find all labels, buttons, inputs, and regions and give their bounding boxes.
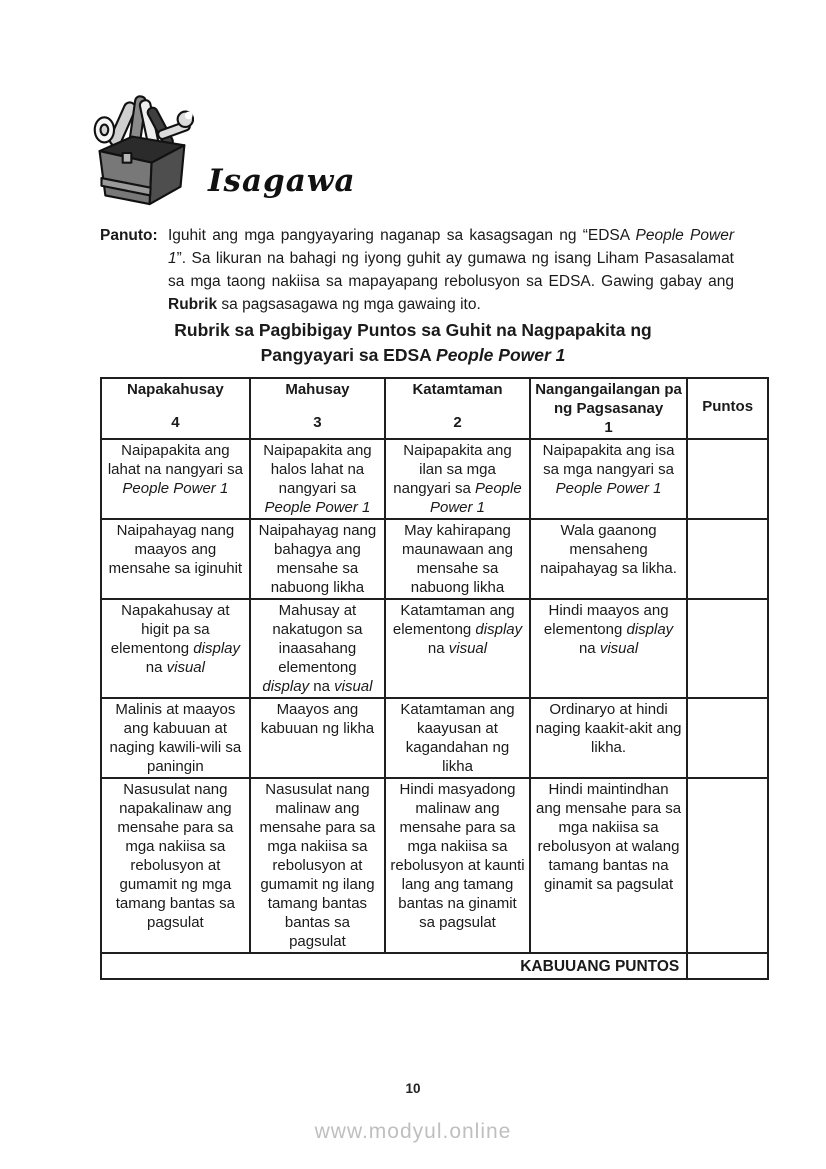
rubric-cell: Naipapakita ang isa sa mga nangyari sa People Power 1 <box>530 439 687 519</box>
header-cell-mahusay <box>250 378 385 439</box>
rubric-cell: Naipapakita ang lahat na nangyari sa People Power 1 <box>101 439 250 519</box>
toolbox-icon <box>88 93 194 213</box>
rubric-total-row <box>101 953 768 979</box>
rubric-cell: Ordinaryo at hindi naging kaakit-akit ang likha. <box>530 698 687 778</box>
rubric-cell: Hindi masyadong malinaw ang mensahe para sa mga nakiisa sa rebolusyon at kaunti lang ang tamang bantas na ginamit sa pagsulat <box>385 778 530 953</box>
total-score-cell <box>687 953 768 979</box>
puntos-cell <box>687 519 768 599</box>
rubric-row-1 <box>101 439 768 519</box>
header-label: Mahusay <box>285 381 350 398</box>
rubric-row-5 <box>101 778 768 953</box>
rubric-cell: Naipapakita ang ilan sa mga nangyari sa People Power 1 <box>385 439 530 519</box>
rubric-cell: Naipahayag nang bahagya ang mensahe sa nabuong likha <box>250 519 385 599</box>
rubric-cell: Katamtaman ang kaayusan at kagandahan ng likha <box>385 698 530 778</box>
header-label: Napakahusay <box>127 381 224 398</box>
rubric-row-2 <box>101 519 768 599</box>
puntos-cell <box>687 599 768 698</box>
watermark: www.modyul.online <box>314 1120 512 1143</box>
total-label-cell: KABUUANG PUNTOS <box>101 953 687 979</box>
wrench-notch <box>185 112 193 120</box>
rubric-cell: Nasusulat nang malinaw ang mensahe para sa mga nakiisa sa rebolusyon at gumamit ng ilang tamang bantas bantas sa pagsulat <box>250 778 385 953</box>
header-cell-nangangailangan <box>530 378 687 439</box>
rubric-cell: Napakahusay at higit pa sa elementong display na visual <box>101 599 250 698</box>
header-cell-puntos <box>687 378 768 439</box>
page-number: 10 <box>405 1081 421 1096</box>
header-label: Nangangailangan pa ng Pagsasanay <box>535 381 682 417</box>
puntos-cell <box>687 778 768 953</box>
header-label: Puntos <box>702 397 754 415</box>
rubric-row-4 <box>101 698 768 778</box>
rubric-row-3 <box>101 599 768 698</box>
rubric-table <box>100 377 769 980</box>
header-score: 1 <box>604 419 613 436</box>
rubric-cell: Naipahayag nang maayos ang mensahe sa iginuhit <box>101 519 250 599</box>
rubric-header-row <box>101 378 768 439</box>
rubric-cell: Mahusay at nakatugon sa inaasahang elementong display na visual <box>250 599 385 698</box>
header-cell-katamtaman <box>385 378 530 439</box>
activity-title: Isagawa <box>208 163 356 199</box>
puntos-cell <box>687 439 768 519</box>
rubric-title-line2: Pangyayari sa EDSA People Power 1 <box>260 345 566 365</box>
rubric-cell: May kahirapang maunawaan ang mensahe sa nabuong likha <box>385 519 530 599</box>
rubric-title-line1: Rubrik sa Pagbibigay Puntos sa Guhit na Nagpapakita ng <box>174 320 652 340</box>
header-cell-napakahusay <box>101 378 250 439</box>
rubric-cell: Nasusulat nang napakalinaw ang mensahe para sa mga nakiisa sa rebolusyon at gumamit ng mga tamang bantas sa pagsulat <box>101 778 250 953</box>
instructions-text: Iguhit ang mga pangyayaring naganap sa kasagsagan ng “EDSA People Power 1”. Sa likuran na bahagi ng iyong guhit ay gumawa ng isang Liham Pasasalamat sa mga taong nakiisa sa mapayapang rebolusyon sa EDSA. Gawing gabay ang Rubrik sa pagsasagawa ng mga gawaing ito. <box>168 227 734 313</box>
header-label: Katamtaman <box>412 381 503 398</box>
instructions-block <box>100 224 734 316</box>
rubric-cell: Hindi maintindhan ang mensahe para sa mga nakiisa sa rebolusyon at walang tamang bantas na ginamit sa pagsulat <box>530 778 687 953</box>
header-score: 2 <box>453 414 462 431</box>
instructions-label: Panuto: <box>100 227 158 244</box>
puntos-cell <box>687 698 768 778</box>
rubric-cell: Malinis at maayos ang kabuuan at naging kawili-wili sa paningin <box>101 698 250 778</box>
header-score: 3 <box>313 414 322 431</box>
rubric-cell: Naipapakita ang halos lahat na nangyari sa People Power 1 <box>250 439 385 519</box>
rubric-cell: Wala gaanong mensaheng naipahayag sa likha. <box>530 519 687 599</box>
rubric-cell: Katamtaman ang elementong display na visual <box>385 599 530 698</box>
activity-header <box>88 93 356 213</box>
rubric-cell: Hindi maayos ang elementong display na visual <box>530 599 687 698</box>
rubric-title <box>0 318 826 368</box>
rubric-cell: Maayos ang kabuuan ng likha <box>250 698 385 778</box>
header-score: 4 <box>171 414 180 431</box>
